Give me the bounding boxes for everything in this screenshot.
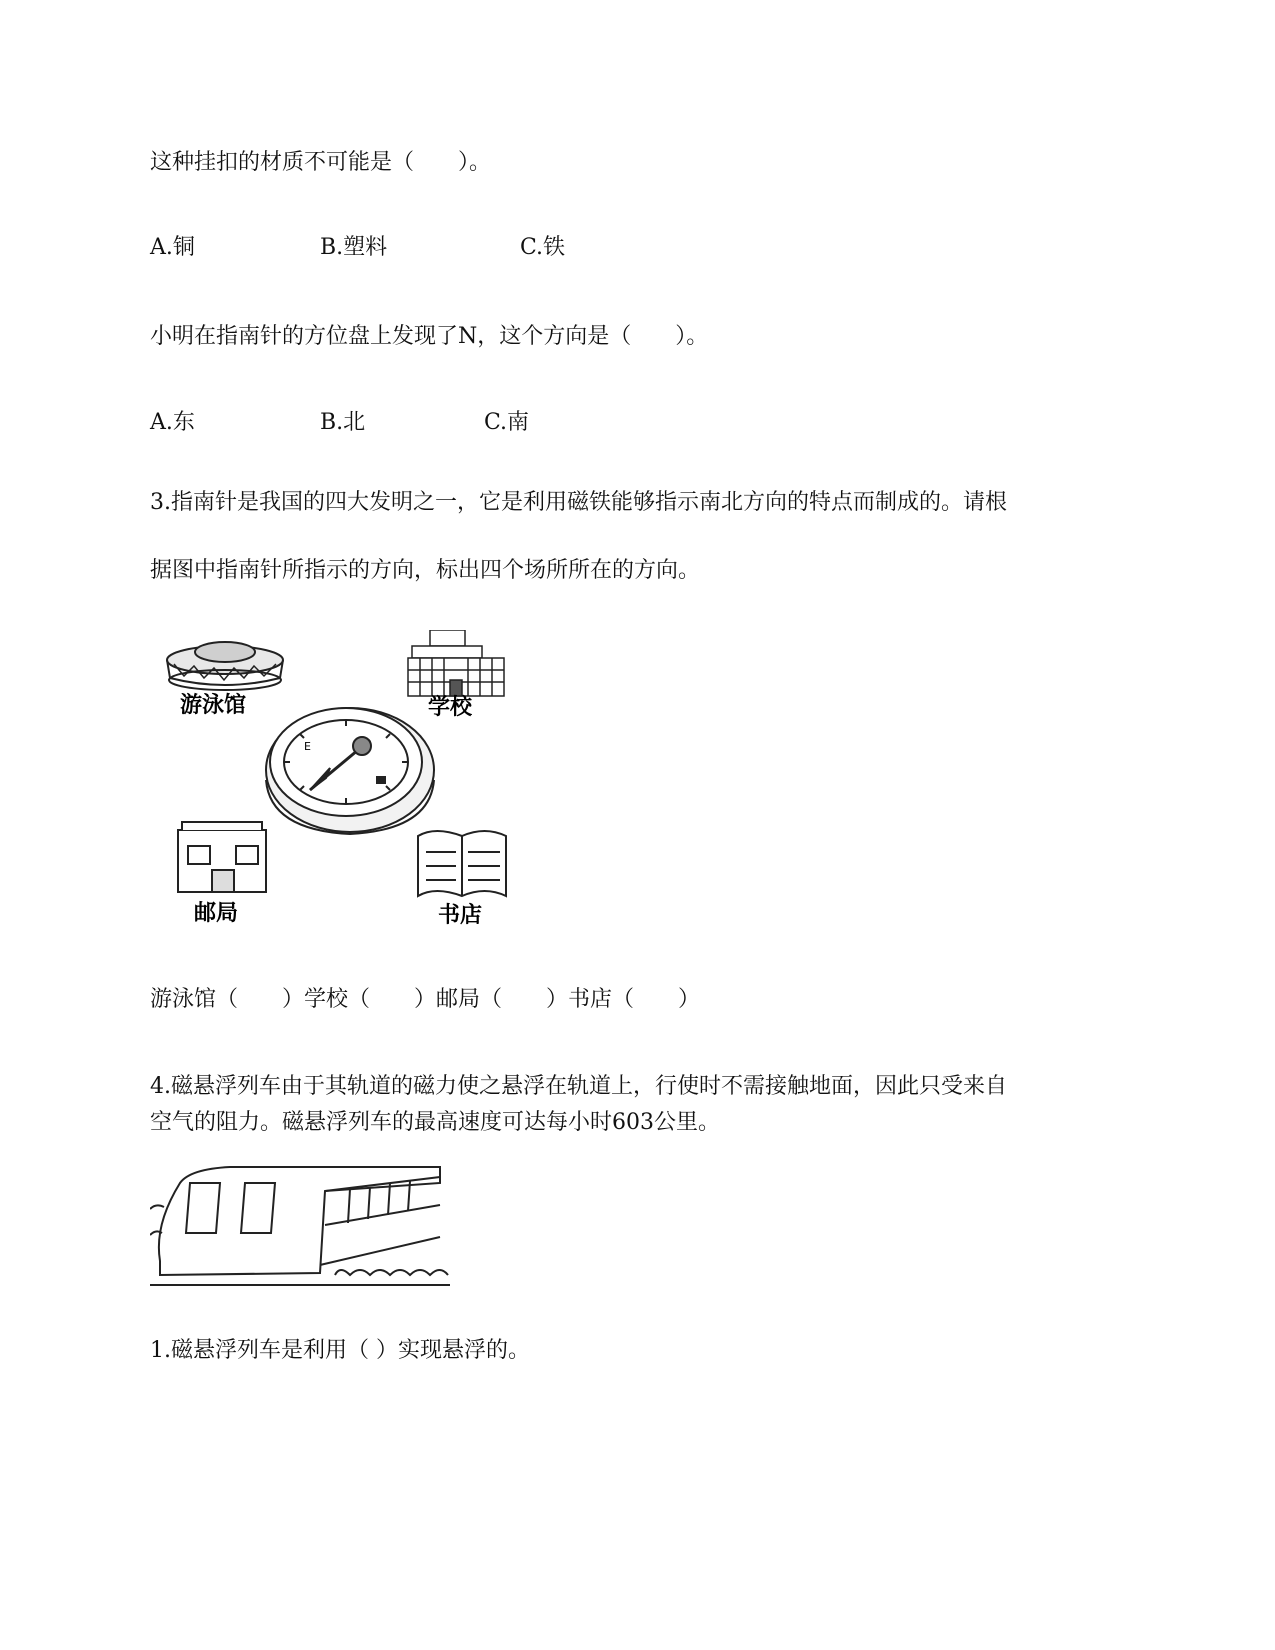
school-label: 学校 [428,695,473,720]
clasp-option-b[interactable]: B.塑料 [320,235,388,260]
q4-sub1-question: 1.磁悬浮列车是利用（ ）实现悬浮的。 [150,1338,530,1363]
clasp-option-a[interactable]: A.铜 [150,235,195,260]
compass-n-option-a[interactable]: A.东 [150,410,195,435]
q4-text-line2: 空气的阻力。磁悬浮列车的最高速度可达每小时603公里。 [150,1110,720,1135]
q3-answer-line: 游泳馆（ ）学校（ ）邮局（ ）书店（ ） [150,987,701,1012]
q3-text-line1: 3.指南针是我国的四大发明之一，它是利用磁铁能够指示南北方向的特点而制成的。请根 [150,490,1007,515]
clasp-option-c[interactable]: C.铁 [520,235,566,260]
maglev-train-figure [150,1165,450,1293]
post-office-icon [178,822,266,892]
q4-text-line1: 4.磁悬浮列车由于其轨道的磁力使之悬浮在轨道上，行使时不需接触地面，因此只受来自 [150,1074,1007,1099]
q3-text-line2: 据图中指南针所指示的方向，标出四个场所所在的方向。 [150,558,701,583]
compass-e-mark: E [304,740,311,753]
compass-icon [266,708,434,834]
school-icon [408,630,504,696]
maglev-train-icon [150,1167,450,1285]
compass-n-option-c[interactable]: C.南 [484,410,530,435]
post-office-label: 邮局 [194,901,239,926]
swimming-pool-icon [167,642,283,690]
pool-label: 游泳馆 [180,693,247,718]
bookstore-icon [418,831,506,896]
bookstore-label: 书店 [438,903,483,928]
compass-n-question-stem: 小明在指南针的方位盘上发现了N，这个方向是（ ）。 [150,324,709,349]
clasp-question-stem: 这种挂扣的材质不可能是（ ）。 [150,150,492,175]
compass-places-figure [150,630,550,980]
compass-n-option-b[interactable]: B.北 [320,410,366,435]
